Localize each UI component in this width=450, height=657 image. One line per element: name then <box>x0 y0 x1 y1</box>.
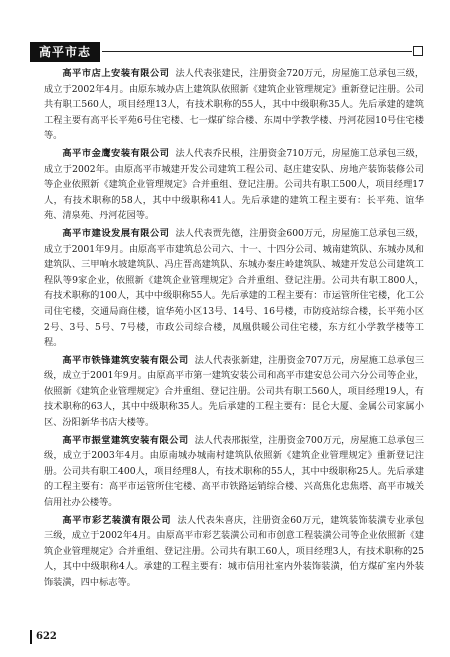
company-entry-3 <box>44 226 424 351</box>
company-name: 高平市店上安装有限公司 <box>62 68 170 79</box>
page-header <box>30 42 422 64</box>
company-description: 法人代表乔民根，注册资金710万元，房屋施工总承包三级，成立于2002年。由原高平市城建开发公司建筑工程公司、赵庄建安队、房地产装饰装修公司等企业依照新《建筑企业管理规定》合并重组、登记注册。公司共有职工500人，项目经理17人，有技术职称的58人，其中中级职称41人。先后承建的建筑工程主要有：长平苑、谊华苑、清泉苑、丹河花园等。 <box>44 147 425 222</box>
company-entry-6 <box>44 513 424 591</box>
header-rule <box>102 51 412 52</box>
company-name: 高平市振堂建筑安装有限公司 <box>62 434 189 446</box>
company-name: 高平市建设发展有限公司 <box>62 227 170 239</box>
company-description: 法人代表贾先德，注册资金600万元，房屋施工总承包三级，成立于2001年9月。由原高平市建筑总公司六、十一、十四分公司、城南建筑队、东城办凤和建筑队、三甲响水坡建筑队、冯庄晋高建筑队、东城办秦庄岭建筑队、城建开发总公司建筑工程队等9家企业，依照新《建筑企业管理规定》合并重组、登记注册。公司共有职工800人，有技术职称的100人，其中中级职称55人。先后承建的工程主要有：市运管所住宅楼，化工公司住宅楼，交通局商住楼，谊华苑小区13号、14号、16号楼，市防疫站综合楼，长平苑小区2号、3号、5号、7号楼，市政公司综合楼，凤凰供暖公司住宅楼，东方红小学教学楼等工程。 <box>44 227 425 349</box>
company-name: 高平市彩艺装潢有限公司 <box>62 514 172 526</box>
page-number: 622 <box>36 631 57 642</box>
book-title-logo: 高平市志 <box>30 42 100 62</box>
page-number-bar <box>30 630 32 644</box>
company-entry-2 <box>44 146 424 224</box>
company-description: 法人代表张新建，注册资金707万元，房屋施工总承包三级，成立于2001年9月。由原高平市第一建筑安装公司和高平市建安总公司六分公司等企业，依照新《建筑企业管理规定》合并重组、登记注册。公司共有职工560人，项目经理19人，有技术职称的63人，其中中级职称35人。先后承建的工程主要有：昆仑大厦、金属公司家属小区、汾阳新华书店大楼等。 <box>44 354 425 429</box>
company-name: 高平市铁锋建筑安装有限公司 <box>62 354 189 366</box>
company-name: 高平市金鹰安装有限公司 <box>62 147 170 159</box>
company-description: 法人代表朱喜庆，注册资金60万元，建筑装饰装潢专业承包三级，成立于2002年4月。由原高平市彩艺装潢公司和市创意工程装潢公司等企业依照新《建筑企业管理规定》合并重组、登记注册。公司共有职工60人，项目经理3人，有技术职称的25人，其中中级职称4人。承建的工程主要有：城市信用社室内外装饰装潢，伯方煤矿室内外装饰装潢，四中标志等。 <box>44 514 425 588</box>
company-description: 法人代表张建民，注册资金720万元，房屋施工总承包三级，成立于2002年4月。由原东城办店上建筑队依照新《建筑企业管理规定》重新登记注册。公司共有职工560人，项目经理13人，有技术职称的55人，其中中级职称35人。先后承建的建筑工程主要有高平长平苑6号住宅楼、七一煤矿综合楼、东周中学教学楼、丹河花园10号住宅楼等。 <box>44 68 425 142</box>
page-body <box>44 66 424 593</box>
company-entry-4 <box>44 353 424 431</box>
header-square-ornament <box>413 46 423 56</box>
company-entry-1 <box>44 66 424 144</box>
page-footer <box>30 628 422 648</box>
company-description: 法人代表邢振堂，注册资金700万元，房屋施工总承包三级，成立于2003年4月。由原南城办城南村建筑队依照新《建筑企业管理规定》重新登记注册。公司共有职工400人，项目经理8人，有技术职称的55人，其中中级职称25人。先后承建的工程主要有：高平市运管所住宅楼、高平市铁路运销综合楼、兴高焦化忠焦塔、高平市城关信用社办公楼等。 <box>44 434 425 509</box>
company-entry-5 <box>44 433 424 511</box>
